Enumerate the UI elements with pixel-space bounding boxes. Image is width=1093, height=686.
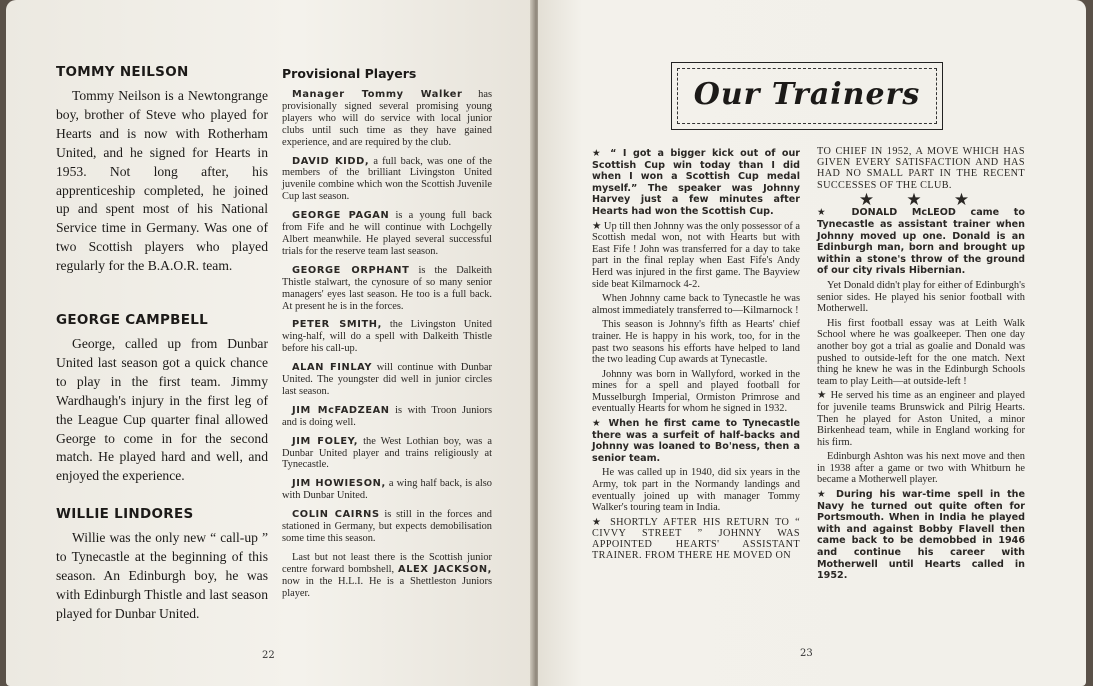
provisional-paragraph xyxy=(282,509,492,545)
article-paragraph: Edinburgh Ashton was his next move and then in 1938 after a game or two with Whitburn he became a Motherwell player. xyxy=(817,451,1025,486)
provisional-heading: Provisional Players xyxy=(282,66,417,81)
provisional-paragraph xyxy=(282,405,492,429)
article-paragraph: ★ Up till then Johnny was the only possessor of a Scottish medal won, not with Hearts but with East Fife ! John was transferred for a day to take part in the final replay when East Fife's Andy Herd was injured in the first game. The Bayview side beat Kilmarnock 4-2. xyxy=(592,220,800,290)
bio-text: George, called up from Dunbar United last season got a quick chance to play in the first team. Jimmy Wardhaugh's injury in the first leg of the League Cup quarter final allowed George to come in for the second match. He played hard and well, and enjoyed the experience. xyxy=(56,336,268,484)
page-number: 22 xyxy=(262,650,275,661)
article-paragraph: When Johnny came back to Tynecastle he was almost immediately transferred to—Kilmarnock ! xyxy=(592,293,800,316)
bio-text: Willie was the only new “ call-up ” to Tynecastle at the beginning of this season. An Edinburgh boy, he was with Edinburgh Thistle and last season played for Dunbar United. xyxy=(56,530,268,621)
provisional-paragraph xyxy=(282,478,492,502)
provisional-paragraph xyxy=(282,362,492,398)
player-name: PETER SMITH, xyxy=(292,319,382,331)
player-text: is with Troon Juniors and is doing well. xyxy=(282,404,493,428)
player-name: JIM McFADZEAN xyxy=(292,404,390,416)
article-paragraph: ★ During his war-time spell in the Navy he turned out quite often for Portsmouth. When in India he played with and against Bobby Flavell then came back to be demobbed in 1946 and continue his career with Motherwell until Hearts called in 1952. xyxy=(817,489,1025,582)
player-text: is a young full back from Fife and he will continue with Lochgelly Albert meanwhile. He played several successful trials for the reserve team last season. xyxy=(282,210,492,257)
title-box xyxy=(671,62,943,130)
article-paragraph: He was called up in 1940, did six years in the Army, tok part in the Normandy landings and eventually joined up with manager Tommy Walker's touring team in India. xyxy=(592,467,800,514)
provisional-players-column xyxy=(282,66,492,607)
player-name: COLIN CAIRNS xyxy=(292,509,380,521)
article-paragraph: ★ He served his time as an engineer and played for juvenile teams Brunswick and Pilrig Hearts. Then he played for Aston United, a minor Birkenhead team, while in England working for his firm. xyxy=(817,390,1025,448)
star-divider: ★ ★ ★ xyxy=(858,189,984,209)
provisional-paragraph xyxy=(282,552,492,600)
trainers-column-right xyxy=(817,146,1025,585)
left-page xyxy=(6,0,536,686)
player-text: has provisionally signed several promising young players who will do service with local junior clubs until such time as they have gained experience, and are required by the club. xyxy=(282,89,493,148)
provisional-paragraph xyxy=(282,210,492,258)
player-text: will continue with Dunbar United. The youngster did well in junior circles last season. xyxy=(282,362,493,397)
page-title: Our Trainers xyxy=(693,77,921,112)
bio-heading: TOMMY NEILSON xyxy=(56,64,189,80)
player-text: is the Dalkeith Thistle stalwart, the cynosure of so many senior managers' eyes last season. He too is a full back. At present he is in the forces. xyxy=(282,264,492,312)
bio-section xyxy=(56,64,268,276)
article-paragraph: ★ “ I got a bigger kick out of our Scottish Cup win today than I did when I won a Scottish Cup medal myself.” The speaker was Johnny Harvey just a few minutes after Hearts had won the Scottish Cup. xyxy=(592,148,800,217)
player-name: GEORGE PAGAN xyxy=(292,210,390,222)
article-paragraph: ★ When he first came to Tynecastle there was a surfeit of half-backs and Johnny was loaned to Bo'ness, then a senior team. xyxy=(592,418,800,464)
trainers-column-left xyxy=(592,148,800,565)
bio-section xyxy=(56,312,268,486)
page-number: 23 xyxy=(800,648,813,659)
player-name: Manager Tommy Walker xyxy=(292,89,463,100)
player-name: ALAN FINLAY xyxy=(292,362,373,374)
player-text: the Livingston United wing-half, will do a spell with Dalkeith Thistle before his call-up. xyxy=(282,319,492,355)
article-paragraph: ★ SHORTLY AFTER HIS RETURN TO “ CIVVY STREET ” JOHNNY WAS APPOINTED HEARTS' ASSISTANT TRAINER. FROM THERE HE MOVED ON xyxy=(592,516,800,562)
provisional-paragraph xyxy=(282,156,492,204)
article-paragraph: This season is Johnny's fifth as Hearts' chief trainer. He is happy in his work, too, for in the past two seasons his efforts have helped to land the two leading Cup awards at Tynecastle. xyxy=(592,319,800,366)
player-text: is still in the forces and stationed in Germany, but expects demobilisation some time this season. xyxy=(282,509,492,544)
bio-section xyxy=(56,506,268,624)
provisional-paragraph xyxy=(282,319,492,355)
player-name: JIM FOLEY, xyxy=(292,435,359,447)
bio-heading: GEORGE CAMPBELL xyxy=(56,312,209,328)
bio-heading: WILLIE LINDORES xyxy=(56,506,194,522)
article-paragraph: ★ DONALD McLEOD came to Tynecastle as assistant trainer when Johnny moved up one. Donald is an Edinburgh man, born and brought up within a stone's throw of the ground of our city rivals Hibernian. xyxy=(817,207,1025,277)
article-paragraph: His first football essay was at Leith Walk School where he was goalkeeper. Then one day another boy got a trial as goalie and Donald was pushed to outside-left for the one match. Next thing he knew he was in the Edinburgh Schools team to play Leith—at outside-left ! xyxy=(817,317,1025,387)
player-text: a wing half back, is also with Dunbar United. xyxy=(282,478,492,502)
provisional-paragraph xyxy=(282,436,492,472)
article-paragraph: Johnny was born in Wallyford, worked in the mines for a spell and played football for Musselburgh Imperial, Ormiston Primrose and eventually Hearts for whom he signed in 1932. xyxy=(592,368,800,415)
bio-text: Tommy Neilson is a Newtongrange boy, brother of Steve who played for Hearts and is now with Rotherham United, and he signed for Hearts in 1953. Not long after, his apprenticeship completed, he joined up and spent most of his National Service time in Germany. Was one of two Scottish players who played regularly for the B.A.O.R. team. xyxy=(56,88,268,274)
player-text: the West Lothian boy, was a Dunbar United player and trains religiously at Tynecastle. xyxy=(282,435,492,471)
provisional-paragraph xyxy=(282,265,492,313)
player-name: GEORGE ORPHANT xyxy=(292,264,410,276)
player-text: now in the H.L.I. He is a Shettleston Juniors player. xyxy=(282,575,492,599)
player-name: ALEX JACKSON, xyxy=(398,563,492,575)
provisional-paragraph xyxy=(282,89,492,149)
player-name: JIM HOWIESON, xyxy=(292,478,386,490)
player-text: a full back, was one of the members of the brilliant Livingston United juvenile combine which won the Scottish Juvenile Cup last season. xyxy=(282,155,492,203)
player-name: DAVID KIDD, xyxy=(292,155,370,167)
article-paragraph: TO CHIEF IN 1952, A MOVE WHICH HAS GIVEN EVERY SATISFACTION AND HAS HAD NO SMALL PART IN THE RECENT SUCCESSES OF THE CLUB. xyxy=(817,146,1025,191)
right-page xyxy=(538,0,1086,686)
article-paragraph: Yet Donald didn't play for either of Edinburgh's senior sides. He played his senior football with Motherwell. xyxy=(817,279,1025,315)
player-text: Last but not least there is the Scottish junior centre forward bombshell, xyxy=(282,551,492,575)
